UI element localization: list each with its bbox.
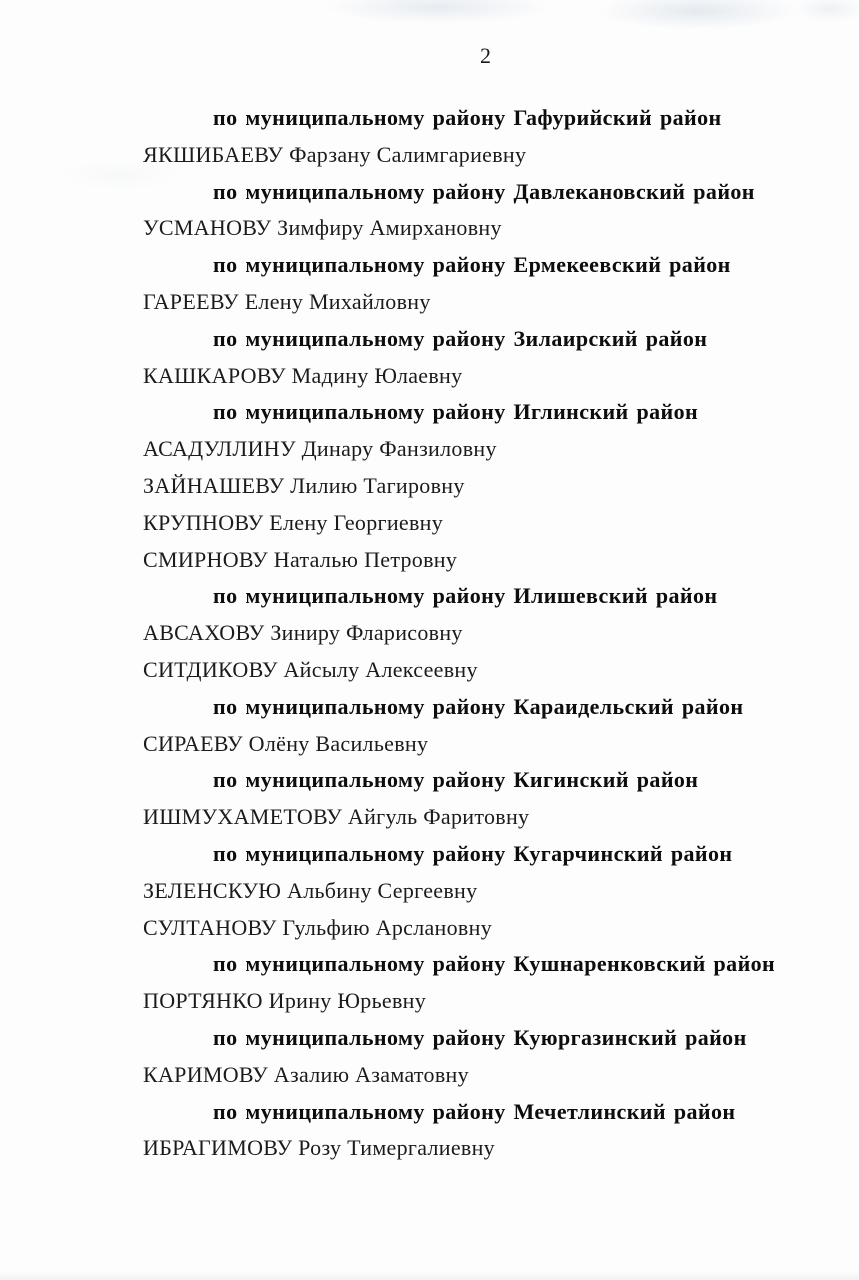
person-name: ИШМУХАМЕТОВУ Айгуль Фаритовну (143, 804, 530, 830)
district-heading: по муниципальному району Кигинский район (213, 767, 699, 793)
district-heading: по муниципальному району Ермекеевский район (213, 252, 731, 278)
page-number: 2 (480, 43, 491, 68)
district-heading: по муниципальному району Кушнаренковский район (213, 951, 776, 977)
person-name: СУЛТАНОВУ Гульфию Арслановну (143, 914, 492, 940)
district-heading: по муниципальному району Караидельский район (213, 693, 744, 719)
person-name: УСМАНОВУ Зимфиру Амирхановну (143, 215, 502, 241)
district-heading: по муниципальному району Иглинский район (213, 399, 699, 425)
scan-smudge-top-corner (795, 0, 859, 22)
person-name: ПОРТЯНКО Ирину Юрьевну (143, 988, 427, 1014)
district-heading: по муниципальному району Гафурийский район (213, 105, 722, 130)
district-heading: по муниципальному району Зилаирский район (213, 325, 708, 351)
person-name: СМИРНОВУ Наталью Петровну (143, 546, 458, 572)
person-name: АВСАХОВУ Зиниру Фларисовну (143, 620, 463, 646)
person-name: КАРИМОВУ Азалию Азаматовну (143, 1061, 469, 1087)
district-heading: по муниципальному району Мечетлинский район (213, 1098, 736, 1124)
scan-smudge-top-center (325, 0, 550, 24)
person-name: ГАРЕЕВУ Елену Михайловну (143, 288, 431, 314)
district-heading: по муниципальному району Илишевский район (213, 583, 718, 609)
document-body (143, 100, 819, 1167)
person-name: КАШКАРОВУ Мадину Юлаевну (143, 362, 463, 388)
person-name: ЗЕЛЕНСКУЮ Альбину Сергеевну (143, 877, 478, 903)
scan-edge-shadow (0, 1271, 859, 1280)
person-name: ЯКШИБАЕВУ Фарзану Салимгариевну (143, 141, 527, 167)
person-name: ИБРАГИМОВУ Розу Тимергалиевну (143, 1135, 495, 1161)
district-heading: по муниципальному району Куюргазинский район (213, 1024, 747, 1050)
person-name: КРУПНОВУ Елену Георгиевну (143, 509, 444, 535)
person-name: АСАДУЛЛИНУ Динару Фанзиловну (143, 436, 497, 462)
district-heading: по муниципальному району Давлекановский район (213, 178, 755, 204)
person-name: ЗАЙНАШЕВУ Лилию Тагировну (143, 472, 465, 498)
person-name: СИРАЕВУ Олёну Васильевну (143, 730, 429, 756)
district-heading: по муниципальному району Кугарчинский район (213, 840, 733, 866)
person-name: СИТДИКОВУ Айсылу Алексеевну (143, 656, 478, 682)
scan-smudge-top-right (598, 0, 798, 30)
